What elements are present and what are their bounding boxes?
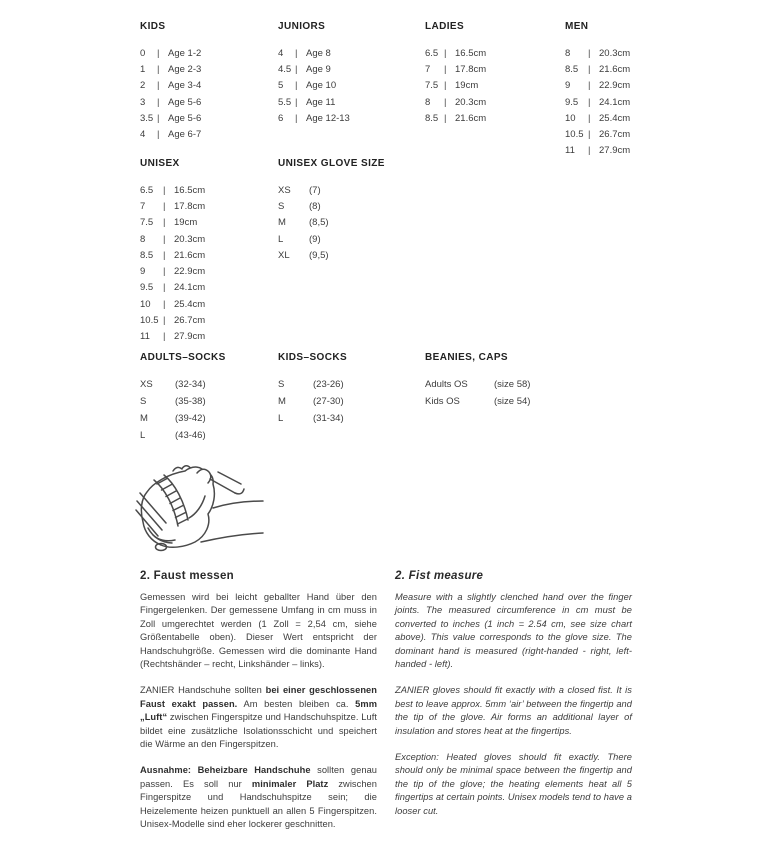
size-list-juniors <box>278 45 350 126</box>
size-label: 4 <box>278 47 284 59</box>
size-label: 10 <box>140 298 151 310</box>
size-label: 9.5 <box>140 282 154 294</box>
size-value: (31-34) <box>313 413 344 424</box>
size-separator: | <box>157 63 160 75</box>
instructions-english <box>395 570 632 831</box>
size-label: 9 <box>565 80 571 92</box>
size-label: M <box>278 396 286 407</box>
size-value: (23-26) <box>313 379 344 390</box>
size-row <box>565 94 630 110</box>
size-value: (7) <box>309 184 321 196</box>
instructions-english-paragraph-1: Measure with a slightly clenched hand over the finger joints. The measured circumference in cm must be converted to inches (1 inch = 2.54 cm, see size chart above). This value corresponds to the glove size. The dominant hand is measured (right-handed - right, left-handed - left). <box>395 592 632 670</box>
size-row <box>425 78 486 94</box>
size-label: S <box>278 379 285 390</box>
size-chart-men <box>565 21 630 159</box>
size-chart-juniors <box>278 21 350 126</box>
size-separator: | <box>588 63 591 75</box>
size-label: 9 <box>140 266 146 278</box>
size-label: 7 <box>140 200 146 212</box>
size-separator: | <box>157 80 160 92</box>
size-separator: | <box>295 63 298 75</box>
size-row <box>565 45 630 61</box>
size-label: 3 <box>140 96 146 108</box>
size-row <box>565 78 630 94</box>
size-row <box>140 393 226 410</box>
size-chart-unisex <box>140 158 205 345</box>
chart-title-ladies: LADIES <box>425 21 465 32</box>
size-chart-kids-socks <box>278 352 347 427</box>
size-separator: | <box>444 63 447 75</box>
size-row <box>278 231 385 247</box>
size-label: 5.5 <box>278 96 292 108</box>
size-list-unisex-glove-size <box>278 182 385 263</box>
size-value: 17.8cm <box>455 63 487 75</box>
size-separator: | <box>157 112 160 124</box>
size-value: Age 11 <box>306 96 336 108</box>
size-value: 22.9cm <box>174 266 206 278</box>
size-row <box>278 393 347 410</box>
size-label: S <box>140 396 147 407</box>
size-row <box>140 45 201 61</box>
size-row <box>140 329 205 345</box>
size-separator: | <box>163 331 166 343</box>
fist-measure-illustration <box>123 456 265 560</box>
size-value: (size 58) <box>494 379 531 390</box>
size-label: 9.5 <box>565 96 579 108</box>
size-list-ladies <box>425 45 486 126</box>
size-separator: | <box>163 217 166 229</box>
size-label: Kids OS <box>425 396 460 407</box>
size-label: 6 <box>278 112 284 124</box>
size-row <box>140 215 205 231</box>
size-value: Age 8 <box>306 47 331 59</box>
size-separator: | <box>444 112 447 124</box>
size-chart-unisex-glove-size <box>278 158 385 263</box>
size-row <box>425 94 486 110</box>
size-value: Age 12-13 <box>306 112 350 124</box>
size-separator: | <box>444 80 447 92</box>
size-row <box>140 126 201 142</box>
size-value: 24.1cm <box>174 282 206 294</box>
size-row <box>425 61 486 77</box>
instructions-german-paragraph-3: Ausnahme: Beheizbare Handschuhe sollten genau passen. Es soll nur minimaler Platz zwischen Fingerspitze und Handschuhspitze sein; die Heizelemente heizen punktuell an allen 5 Fingerspitzen. Unisex-Modelle sind eher lockerer geschnitten. <box>140 765 378 830</box>
size-label: 3.5 <box>140 112 154 124</box>
size-separator: | <box>163 282 166 294</box>
size-value: Age 9 <box>306 63 331 75</box>
size-value: 25.4cm <box>174 298 206 310</box>
size-row <box>140 94 201 110</box>
size-label: 5 <box>278 80 284 92</box>
size-separator: | <box>295 80 298 92</box>
size-label: M <box>278 217 286 229</box>
size-list-kids-socks <box>278 376 347 427</box>
size-value: 17.8cm <box>174 200 206 212</box>
size-chart-kids <box>140 21 201 143</box>
size-row <box>140 427 226 444</box>
size-row <box>140 263 205 279</box>
size-row <box>140 312 205 328</box>
size-value: Age 5-6 <box>168 112 202 124</box>
chart-title-kids: KIDS <box>140 21 166 32</box>
size-list-men <box>565 45 630 159</box>
size-value: 20.3cm <box>599 47 631 59</box>
size-row <box>140 231 205 247</box>
size-row <box>278 94 350 110</box>
size-value: (size 54) <box>494 396 531 407</box>
size-value: 26.7cm <box>599 129 631 141</box>
size-value: (9) <box>309 233 321 245</box>
size-row <box>278 110 350 126</box>
instructions-german-paragraph-1: Gemessen wird bei leicht geballter Hand über den Fingergelenken. Der gemessene Umfang in cm muss in Zoll umgerechtet werden (1 Zoll = 2,54 cm, siehe Größentabelle oben). Dieser Wert entspricht der Handschuhgröße. Gemessen wird die dominante Hand (Rechtshänder – recht, Linkshänder – links). <box>140 592 377 670</box>
size-row <box>140 376 226 393</box>
size-separator: | <box>295 112 298 124</box>
size-value: 20.3cm <box>174 233 206 245</box>
size-list-adults-socks <box>140 376 226 444</box>
size-row <box>140 61 201 77</box>
size-row <box>565 110 630 126</box>
size-label: L <box>278 413 284 424</box>
size-row <box>278 410 347 427</box>
instructions-english-heading: 2. Fist measure <box>395 570 484 582</box>
size-label: 8.5 <box>425 112 439 124</box>
size-value: Age 2-3 <box>168 63 202 75</box>
fist-measure-drawing <box>123 456 265 560</box>
size-label: L <box>140 430 146 441</box>
size-label: 8.5 <box>565 63 579 75</box>
size-value: (39-42) <box>175 413 206 424</box>
size-label: 8 <box>425 96 431 108</box>
instructions-german-heading: 2. Faust messen <box>140 570 234 582</box>
size-row <box>140 78 201 94</box>
size-separator: | <box>588 145 591 157</box>
size-label: XS <box>278 184 291 196</box>
size-label: 11 <box>140 331 150 343</box>
size-label: 8 <box>565 47 571 59</box>
size-separator: | <box>588 129 591 141</box>
size-label: 7 <box>425 63 431 75</box>
size-chart-adults-socks <box>140 352 226 444</box>
size-label: M <box>140 413 148 424</box>
size-value: 26.7cm <box>174 315 206 327</box>
size-row <box>278 247 385 263</box>
size-value: (27-30) <box>313 396 344 407</box>
size-label: 4 <box>140 129 146 141</box>
size-row <box>425 376 530 393</box>
size-label: 8 <box>140 233 146 245</box>
size-value: 27.9cm <box>599 145 631 157</box>
size-value: 22.9cm <box>599 80 631 92</box>
size-row <box>278 376 347 393</box>
size-row <box>565 143 630 159</box>
size-value: Age 5-6 <box>168 96 202 108</box>
size-separator: | <box>588 80 591 92</box>
size-value: 21.6cm <box>599 63 631 75</box>
size-row <box>565 61 630 77</box>
size-list-beanies-caps <box>425 376 530 410</box>
size-value: 19cm <box>455 80 479 92</box>
size-label: 8.5 <box>140 249 154 261</box>
size-separator: | <box>163 184 166 196</box>
size-row <box>278 198 385 214</box>
size-row <box>278 78 350 94</box>
size-label: 6.5 <box>425 47 439 59</box>
size-label: 10.5 <box>565 129 584 141</box>
chart-title-men: MEN <box>565 21 589 32</box>
size-row <box>140 280 205 296</box>
size-label: 0 <box>140 47 146 59</box>
size-row <box>425 393 530 410</box>
size-row <box>140 110 201 126</box>
size-value: Age 1-2 <box>168 47 202 59</box>
size-row <box>278 182 385 198</box>
size-value: (32-34) <box>175 379 206 390</box>
size-separator: | <box>444 47 447 59</box>
size-value: Age 3-4 <box>168 80 202 92</box>
size-value: 16.5cm <box>174 184 206 196</box>
size-label: 10.5 <box>140 315 159 327</box>
size-separator: | <box>163 266 166 278</box>
size-value: 27.9cm <box>174 331 206 343</box>
size-row <box>140 198 205 214</box>
size-value: 19cm <box>174 217 198 229</box>
size-separator: | <box>157 96 160 108</box>
size-label: 2 <box>140 80 146 92</box>
size-value: Age 6-7 <box>168 129 202 141</box>
size-list-unisex <box>140 182 205 345</box>
size-row <box>425 45 486 61</box>
size-row <box>278 61 350 77</box>
size-value: 21.6cm <box>174 249 206 261</box>
size-value: Age 10 <box>306 80 337 92</box>
size-separator: | <box>444 96 447 108</box>
size-value: 25.4cm <box>599 112 631 124</box>
size-value: 24.1cm <box>599 96 631 108</box>
size-label: L <box>278 233 284 245</box>
size-value: (35-38) <box>175 396 206 407</box>
chart-title-adults-socks: ADULTS–SOCKS <box>140 352 226 363</box>
size-value: 20.3cm <box>455 96 487 108</box>
size-separator: | <box>295 96 298 108</box>
size-label: XL <box>278 249 290 261</box>
size-separator: | <box>588 47 591 59</box>
chart-title-unisex: UNISEX <box>140 158 180 169</box>
size-separator: | <box>157 47 160 59</box>
size-row <box>140 182 205 198</box>
instructions-english-paragraph-2: ZANIER gloves should fit exactly with a closed fist. It is best to leave approx. 5mm ‘air’ between the fingertip and the tip of the glove. Air forms an additional layer of insulation and stores heat at the fingertips. <box>395 685 632 736</box>
chart-title-beanies-caps: BEANIES, CAPS <box>425 352 508 363</box>
size-list-kids <box>140 45 201 143</box>
size-separator: | <box>588 112 591 124</box>
size-separator: | <box>163 298 166 310</box>
chart-title-juniors: JUNIORS <box>278 21 326 32</box>
size-row <box>140 296 205 312</box>
size-value: (8,5) <box>309 217 329 229</box>
size-value: (8) <box>309 200 321 212</box>
size-label: 10 <box>565 112 576 124</box>
size-label: 1 <box>140 63 146 75</box>
size-row <box>278 215 385 231</box>
size-chart-ladies <box>425 21 486 126</box>
size-value: 16.5cm <box>455 47 487 59</box>
size-row <box>140 410 226 427</box>
size-row <box>278 45 350 61</box>
size-value: (43-46) <box>175 430 206 441</box>
instructions-english-paragraph-3: Exception: Heated gloves should fit exactly. There should only be minimal space between the fingertip and the tip of the glove; the heating elements heat all 5 fingertips at certain points. Unisex models tend to have a looser cut. <box>395 752 632 816</box>
size-label: 6.5 <box>140 184 154 196</box>
instructions-german-paragraph-2: ZANIER Handschuhe sollten bei einer geschlossenen Faust exakt passen. Am besten bleiben ca. 5mm „Luft“ zwischen Fingerspitze und Handschuhspitze. Luft bildet eine zusätzliche Isolationsschicht und speichert die Wärme an den Fingerspitzen. <box>140 685 378 750</box>
size-separator: | <box>157 129 160 141</box>
size-label: S <box>278 200 285 212</box>
size-value: 21.6cm <box>455 112 487 124</box>
instructions-german <box>140 570 377 845</box>
size-label: XS <box>140 379 153 390</box>
size-label: Adults OS <box>425 379 468 390</box>
size-row <box>140 247 205 263</box>
size-value: (9,5) <box>309 249 329 261</box>
size-row <box>565 126 630 142</box>
size-chart-beanies-caps <box>425 352 530 410</box>
size-label: 7.5 <box>425 80 439 92</box>
size-separator: | <box>163 200 166 212</box>
chart-title-kids-socks: KIDS–SOCKS <box>278 352 348 363</box>
size-separator: | <box>163 249 166 261</box>
size-separator: | <box>163 315 166 327</box>
size-separator: | <box>588 96 591 108</box>
size-separator: | <box>163 233 166 245</box>
size-label: 7.5 <box>140 217 154 229</box>
size-row <box>425 110 486 126</box>
size-label: 4.5 <box>278 63 292 75</box>
size-separator: | <box>295 47 298 59</box>
chart-title-unisex-glove-size: UNISEX GLOVE SIZE <box>278 158 385 169</box>
size-label: 11 <box>565 145 575 157</box>
